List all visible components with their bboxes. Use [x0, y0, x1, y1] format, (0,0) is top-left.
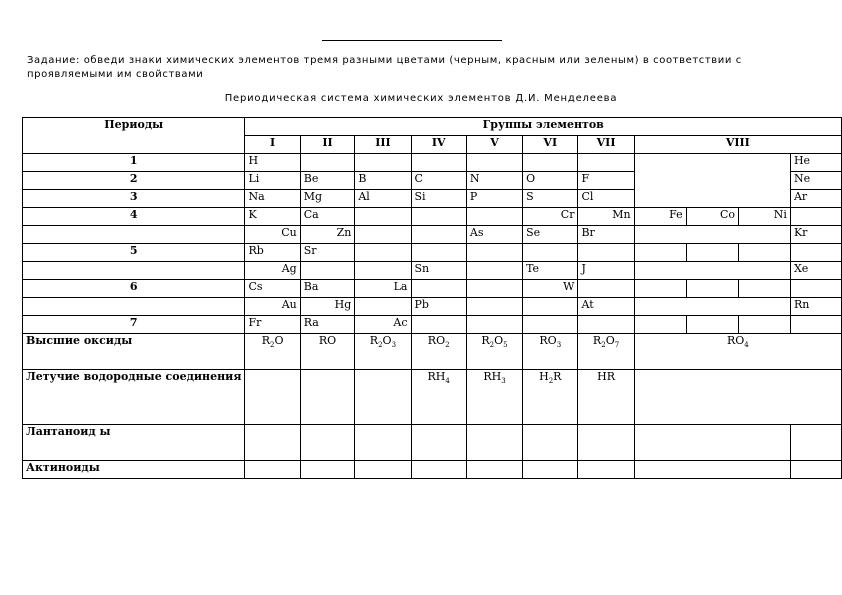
oxide-formula: RO — [300, 334, 355, 370]
element-cell: Cu — [245, 226, 300, 244]
periods-header: Периоды — [23, 118, 245, 154]
element-cell: B — [355, 172, 411, 190]
element-cell: Ra — [300, 316, 355, 334]
element-cell: N — [466, 172, 522, 190]
element-cell: Se — [523, 226, 578, 244]
element-cell: At — [578, 298, 634, 316]
period-row — [23, 226, 842, 244]
hydrides-row — [23, 370, 842, 425]
oxide-formula: $R_2O_3$ — [355, 334, 411, 370]
top-rule — [322, 40, 502, 41]
oxide-formula: $RO_4$ — [634, 334, 841, 370]
table-title: Периодическая система химических элементов Д.И. Менделеева — [224, 93, 618, 104]
hydride-formula: HR — [578, 370, 634, 425]
element-cell: S — [523, 190, 578, 208]
group-number: IV — [411, 136, 466, 154]
element-cell: C — [411, 172, 466, 190]
group-number: III — [355, 136, 411, 154]
element-cell: O — [523, 172, 578, 190]
lanthanides-label: Лантаноид ы — [23, 425, 245, 461]
element-cell: Rb — [245, 244, 300, 262]
oxide-formula: $R_2O_5$ — [466, 334, 522, 370]
oxide-formula: $R_2O$ — [245, 334, 300, 370]
groups-header: Группы элементов — [245, 118, 842, 136]
period-row — [23, 262, 842, 280]
element-cell: Mn — [578, 208, 634, 226]
element-cell: Na — [245, 190, 300, 208]
oxides-row — [23, 334, 842, 370]
element-cell: Al — [355, 190, 411, 208]
element-cell: Zn — [300, 226, 355, 244]
oxide-formula: $R_2O_7$ — [578, 334, 634, 370]
element-cell: Cs — [245, 280, 300, 298]
element-cell: Fr — [245, 316, 300, 334]
element-cell: F — [578, 172, 634, 190]
oxides-label: Высшие оксиды — [23, 334, 245, 370]
element-cell: Cl — [578, 190, 634, 208]
element-cell: Kr — [790, 226, 841, 244]
period-row — [23, 316, 842, 334]
element-cell: Ne — [790, 172, 841, 190]
element-cell: W — [523, 280, 578, 298]
task-text: Задание: обведи знаки химических элементов тремя разными цветами (черным, красным или зеленым) в соответствии с проявляемыми им свойствами — [27, 55, 742, 80]
element-cell: Hg — [300, 298, 355, 316]
group-number: I — [245, 136, 300, 154]
element-cell: Ag — [245, 262, 300, 280]
element-cell: Fe — [634, 208, 686, 226]
element-cell: Be — [300, 172, 355, 190]
element-cell: Xe — [790, 262, 841, 280]
period-number: 1 — [23, 154, 245, 172]
period-row — [23, 208, 842, 226]
period-number: 3 — [23, 190, 245, 208]
element-cell: Sr — [300, 244, 355, 262]
group-number: VII — [578, 136, 634, 154]
oxide-formula: $RO_2$ — [411, 334, 466, 370]
element-cell: Ar — [790, 190, 841, 208]
group-number: VIII — [634, 136, 841, 154]
group-8-merged-cell — [634, 154, 790, 208]
element-cell: Ac — [355, 316, 411, 334]
period-number: 7 — [23, 316, 245, 334]
actinides-label: Актиноиды — [23, 461, 245, 479]
element-cell: Mg — [300, 190, 355, 208]
element-cell: Br — [578, 226, 634, 244]
element-cell: La — [355, 280, 411, 298]
element-cell: Si — [411, 190, 466, 208]
group-number: II — [300, 136, 355, 154]
period-number: 5 — [23, 244, 245, 262]
element-cell: H — [245, 154, 300, 172]
period-row — [23, 298, 842, 316]
group-number: V — [466, 136, 522, 154]
periodic-table — [22, 117, 842, 479]
period-row — [23, 154, 842, 172]
element-cell: Pb — [411, 298, 466, 316]
hydride-formula: $H_2R$ — [523, 370, 578, 425]
actinides-row — [23, 461, 842, 479]
period-row — [23, 244, 842, 262]
element-cell: Sn — [411, 262, 466, 280]
element-cell: As — [466, 226, 522, 244]
lanthanides-row — [23, 425, 842, 461]
period-number: 4 — [23, 208, 245, 226]
hydride-formula: $RH_3$ — [466, 370, 522, 425]
element-cell: P — [466, 190, 522, 208]
element-cell: Ba — [300, 280, 355, 298]
period-number: 6 — [23, 280, 245, 298]
period-row — [23, 280, 842, 298]
group-number: VI — [523, 136, 578, 154]
element-cell: Li — [245, 172, 300, 190]
element-cell: Ca — [300, 208, 355, 226]
period-number: 2 — [23, 172, 245, 190]
oxide-formula: $RO_3$ — [523, 334, 578, 370]
element-cell: Ni — [739, 208, 791, 226]
element-cell: Co — [686, 208, 738, 226]
hydride-formula: $RH_4$ — [411, 370, 466, 425]
element-cell: Au — [245, 298, 300, 316]
element-cell: J — [578, 262, 634, 280]
element-cell: He — [790, 154, 841, 172]
element-cell: Cr — [523, 208, 578, 226]
element-cell: Rn — [790, 298, 841, 316]
element-cell: K — [245, 208, 300, 226]
hydrides-label: Летучие водородные соединения — [23, 370, 245, 425]
element-cell: Te — [523, 262, 578, 280]
